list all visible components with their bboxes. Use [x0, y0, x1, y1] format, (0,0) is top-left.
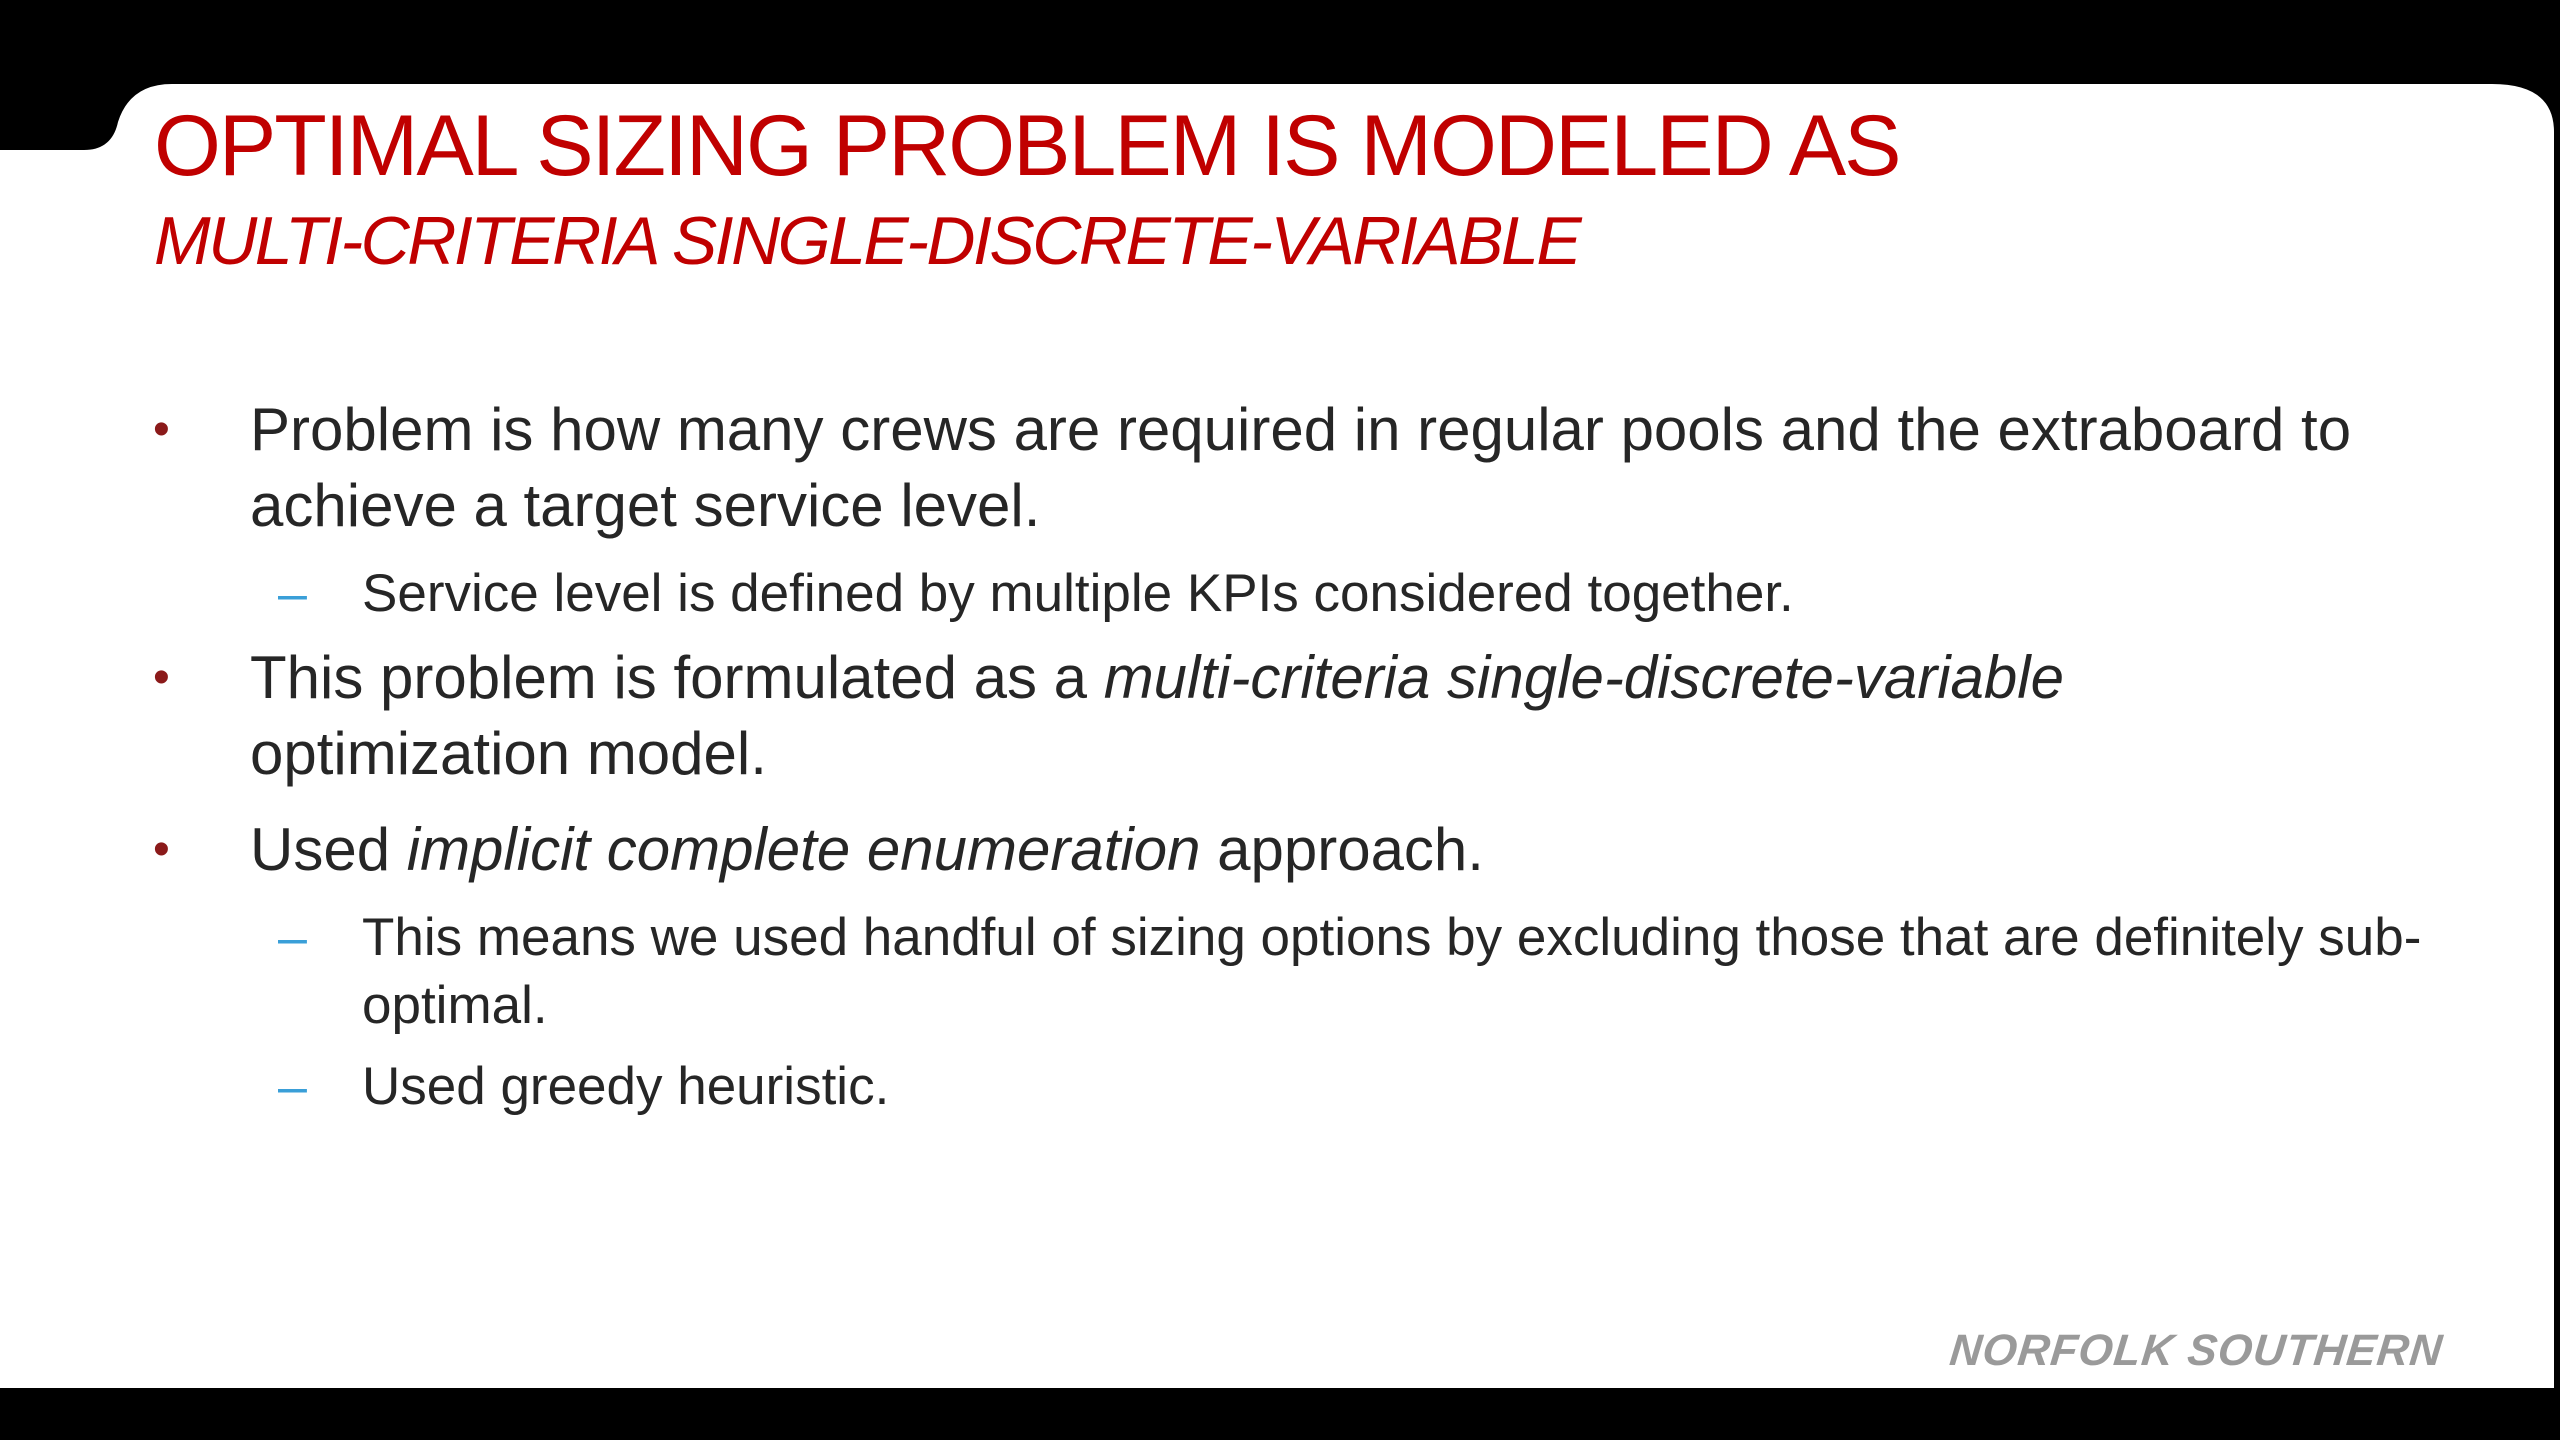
title-line-2: MULTI-CRITERIA SINGLE-DISCRETE-VARIABLE [154, 203, 1580, 279]
bullet-text-plain-end: approach. [1200, 816, 1484, 883]
sub-bullet-item-3-2 [0, 1053, 2560, 1123]
bullet-text-plain-end: optimization model. [250, 720, 767, 787]
bullet-text-plain: Used [250, 816, 407, 883]
bullet-item-3 [0, 812, 2560, 890]
bullet-text: Problem is how many crews are required in regular pools and the extraboard to achieve a target service level. [250, 396, 2352, 539]
dash-icon: – [278, 565, 307, 623]
sub-bullet-text: Used greedy heuristic. [362, 1057, 890, 1116]
sub-bullet-item-1-1 [0, 560, 2560, 630]
bullet-text-plain: This problem is formulated as a [250, 644, 1104, 711]
norfolk-southern-logo: NORFOLK SOUTHERN [1947, 1326, 2446, 1375]
bullet-item-1 [0, 392, 2560, 546]
dash-icon: – [278, 909, 307, 967]
bullet-text-italic: implicit complete enumeration [406, 816, 1201, 883]
sub-bullet-item-3-1 [0, 904, 2560, 1044]
bullet-item-2 [0, 640, 2560, 794]
bullet-text-italic: multi-criteria single-discrete-variable [1103, 644, 2064, 711]
sub-bullet-text: This means we used handful of sizing options by excluding those that are definitely sub-optimal. [362, 908, 2422, 1035]
title-line-1: OPTIMAL SIZING PROBLEM IS MODELED AS [154, 98, 1900, 194]
bullet-icon: • [153, 651, 170, 704]
bullet-icon: • [153, 403, 170, 456]
sub-bullet-text: Service level is defined by multiple KPIs considered together. [362, 564, 1794, 623]
dash-icon: – [278, 1058, 307, 1116]
bullet-text [250, 640, 2330, 792]
bullet-text [250, 812, 2470, 888]
bullet-icon: • [153, 823, 170, 876]
